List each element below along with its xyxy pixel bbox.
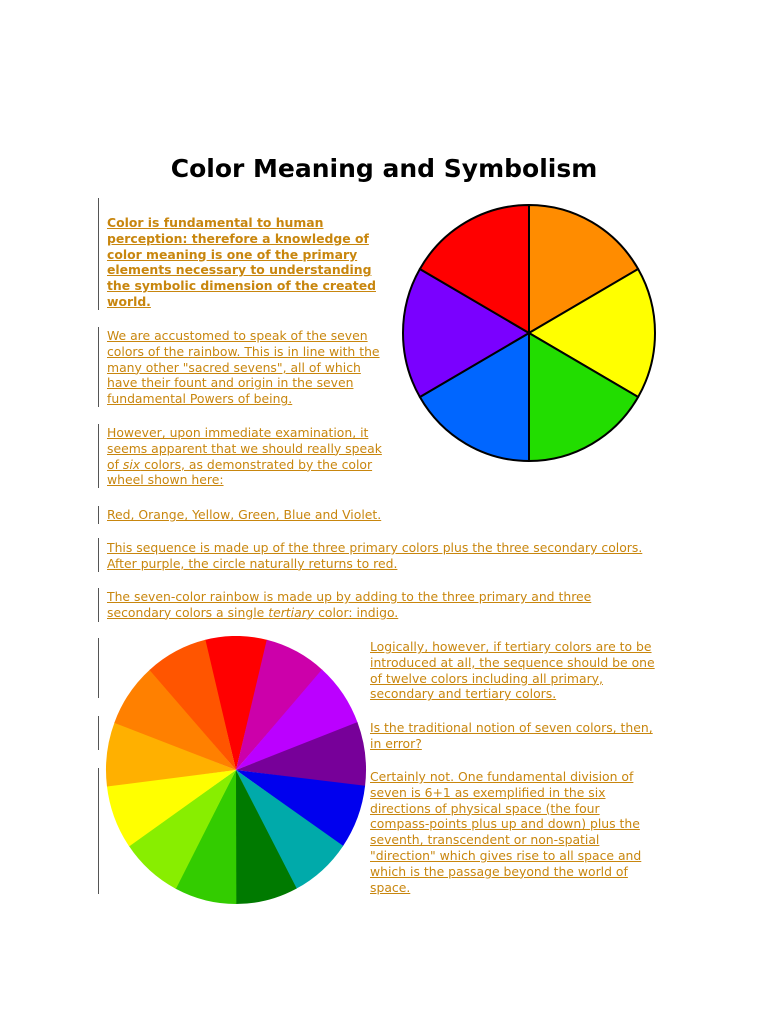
paragraph-line: which is the passage beyond the world of [370, 863, 628, 879]
paragraph-line: seven is 6+1 as exemplified in the six [370, 784, 606, 800]
paragraph-line: of six colors, as demonstrated by the color [107, 456, 373, 472]
emphasis: six [122, 456, 141, 472]
paragraph-line: of twelve colors including all primary, [370, 670, 603, 686]
sequence-paragraph[interactable] [107, 540, 642, 572]
margin-bar [98, 424, 99, 488]
emphasis: tertiary [268, 604, 315, 620]
paragraph-line: "direction" which gives rise to all space and [370, 847, 642, 863]
paragraph-line: fundamental Powers of being. [107, 391, 293, 407]
margin-bar [98, 768, 99, 894]
paragraph-line: color meaning is one of the primary [107, 246, 358, 262]
six-color-wheel [400, 202, 658, 464]
color-list-paragraph[interactable] [107, 507, 381, 523]
paragraph-line: secondary colors a single tertiary color: indigo. [107, 604, 399, 620]
paragraph-line: The seven-color rainbow is made up by adding to the three primary and three [107, 589, 592, 604]
paragraph-line: in error? [370, 735, 422, 751]
margin-bar [98, 638, 99, 698]
sacred-sevens-paragraph[interactable] [107, 328, 380, 407]
paragraph-line: Logically, however, if tertiary colors are to be [370, 639, 652, 654]
margin-bar [98, 327, 99, 407]
paragraph-line: Color is fundamental to human [107, 215, 324, 230]
tertiary-paragraph[interactable] [370, 639, 655, 702]
six-colors-paragraph[interactable] [107, 425, 382, 488]
page-title: Color Meaning and Symbolism [170, 154, 598, 183]
paragraph-line: elements necessary to understanding [107, 262, 372, 278]
paragraph-line: compass-points plus up and down) plus the [370, 816, 640, 832]
margin-bar [98, 198, 99, 310]
question-paragraph[interactable] [370, 720, 653, 752]
paragraph-line: introduced at all, the sequence should be one [370, 654, 655, 670]
paragraph-line: We are accustomed to speak of the seven [107, 328, 368, 343]
margin-bar [98, 716, 99, 750]
paragraph-line: seventh, transcendent or non-spatial [370, 832, 600, 848]
margin-bar [98, 538, 99, 572]
paragraph-line: world. [107, 293, 151, 309]
paragraph-line: the symbolic dimension of the created [107, 278, 376, 294]
paragraph-line: secondary and tertiary colors. [370, 686, 557, 702]
paragraph-line: wheel shown here: [107, 472, 224, 488]
paragraph-line: colors of the rainbow. This is in line with the [107, 343, 380, 359]
paragraph-line: directions of physical space (the four [370, 800, 600, 816]
paragraph-line: Red, Orange, Yellow, Green, Blue and Violet. [107, 507, 382, 522]
paragraph-line: perception: therefore a knowledge of [107, 230, 369, 246]
paragraph-line: have their fount and origin in the seven [107, 375, 354, 391]
paragraph-line: many other "sacred sevens", all of which [107, 359, 361, 375]
paragraph-line: Is the traditional notion of seven colors, then, [370, 720, 653, 735]
paragraph-line: This sequence is made up of the three primary colors plus the three secondary colors. [107, 540, 643, 555]
paragraph-line: After purple, the circle naturally returns to red. [107, 555, 398, 571]
margin-bar [98, 588, 99, 622]
seven-color-paragraph[interactable] [107, 589, 591, 621]
division-paragraph[interactable] [370, 769, 641, 895]
paragraph-line: seems apparent that we should really speak [107, 440, 382, 456]
twelve-color-wheel [104, 636, 368, 908]
intro-paragraph[interactable] [107, 215, 376, 310]
paragraph-line: However, upon immediate examination, it [107, 425, 369, 440]
margin-bar [98, 506, 99, 524]
paragraph-line: space. [370, 879, 411, 895]
paragraph-line: Certainly not. One fundamental division of [370, 769, 634, 784]
